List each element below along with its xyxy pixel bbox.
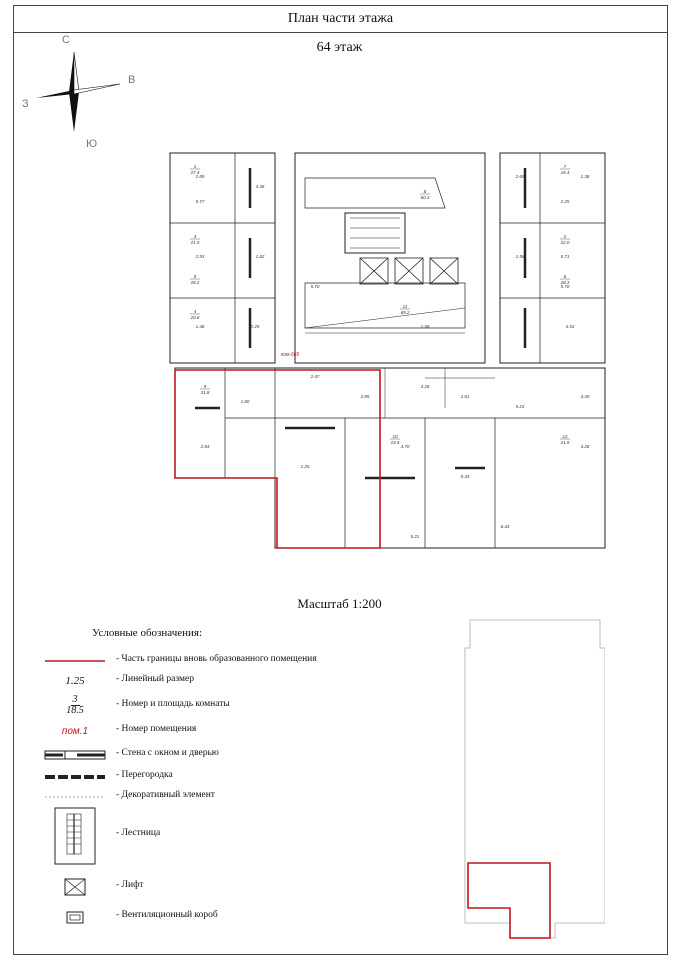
plan-dimension-label: 5.23 <box>515 404 525 409</box>
plan-dimension-label: 2.47 <box>310 374 320 379</box>
room-area-label: 20.8 <box>190 315 200 320</box>
scale-label: Масштаб 1:200 <box>297 596 382 611</box>
room-number-label: 2 <box>563 234 567 239</box>
plan-dimension-label: 2.61 <box>460 394 470 399</box>
legend-title: Условные обозначения: <box>92 627 203 639</box>
plan-dimension-label: 1.38 <box>580 174 590 179</box>
legend-text: - Номер и площадь комнаты <box>116 699 230 709</box>
dimension-sample: 1.25 <box>65 675 85 687</box>
room-area-label: 28.3 <box>560 280 570 285</box>
room-number-label: 6 <box>563 274 567 279</box>
plan-dimension-label: 3.53 <box>565 324 575 329</box>
compass-west: З <box>22 98 29 110</box>
room-number-label: 4 <box>193 309 197 314</box>
wall-icon <box>40 744 110 766</box>
room-number-label: 12 <box>562 434 568 439</box>
legend-text: - Линейный размер <box>116 674 194 684</box>
compass-star-icon <box>22 32 132 150</box>
plan-dimension-label: 2.25 <box>250 324 260 329</box>
plan-dimension-label: 1.62 <box>255 254 265 259</box>
legend-text: - Стена с окном и дверью <box>116 748 219 758</box>
room-number-label: 5 <box>193 274 197 279</box>
room-area-label: 27.4 <box>190 170 200 175</box>
room-number-label: 11 <box>402 304 408 309</box>
elevator-icon <box>40 876 110 898</box>
room-area-label: 31.8 <box>200 390 210 395</box>
plan-dimension-label: 4.28 <box>580 444 590 449</box>
plan-dimension-label: 2.25 <box>560 199 570 204</box>
plan-dimension-label: 5.70 <box>310 284 320 289</box>
room-number-label: 3 <box>193 234 197 239</box>
room-area-label: 21.9 <box>560 440 570 445</box>
room-area-label: 69.2 <box>400 310 410 315</box>
legend-item-vent <box>40 906 460 928</box>
legend-text: - Часть границы вновь образованного помещения <box>116 654 317 664</box>
compass-east: В <box>128 74 136 86</box>
outline-drawing <box>460 618 605 940</box>
legend-item-room-tag <box>40 720 460 742</box>
legend-text: - Декоративный элемент <box>116 790 215 800</box>
plan-dimension-label: 3.28 <box>420 384 430 389</box>
plan-dimension-label: 1.58 <box>515 254 525 259</box>
legend-item-room-area <box>40 692 460 718</box>
legend-item-wall <box>40 744 460 766</box>
legend-item-partition <box>40 766 460 788</box>
plan-dimension-label: 2.69 <box>515 174 525 179</box>
room-area-label: 22.0 <box>560 240 570 245</box>
plan-dimension-label: 2.25 <box>300 464 310 469</box>
room-number-label: 10 <box>392 434 398 439</box>
room-area-label: 21.5 <box>190 240 200 245</box>
floor-plan-drawing <box>165 148 615 558</box>
legend-item-stairs <box>40 804 460 868</box>
legend-text: - Вентиляционный короб <box>116 910 218 920</box>
red-line-icon <box>40 650 110 672</box>
room-number-label: 9 <box>203 384 207 389</box>
plan-dimension-label: 2.85 <box>360 394 370 399</box>
room-area-label: 60.3 <box>420 195 430 200</box>
plan-dimension-label: 4.70 <box>400 444 410 449</box>
fraction-area: 18.5 <box>66 704 84 716</box>
room-area-label: 18.4 <box>560 170 570 175</box>
page-title: План части этажа <box>13 5 668 33</box>
plan-dimension-label: 2.64 <box>200 444 210 449</box>
legend-item-elevator <box>40 876 460 898</box>
plan-dimension-label: 4.30 <box>580 394 590 399</box>
partition-icon <box>40 766 110 788</box>
floor-plan <box>165 148 615 558</box>
plan-dimension-label: 2.89 <box>195 174 205 179</box>
room-number-label: 7 <box>563 164 567 169</box>
compass-north: С <box>62 34 70 46</box>
room-area-label: 28.2 <box>190 280 200 285</box>
stairs-icon <box>40 804 110 868</box>
room-area-label: 23.4 <box>390 440 400 445</box>
fraction-number: 3 <box>72 693 78 705</box>
legend-text: - Перегородка <box>116 770 173 780</box>
floor-outline-overview <box>460 618 605 940</box>
room-number-label: 1 <box>193 164 197 169</box>
plan-dimension-label: 6.43 <box>500 524 510 529</box>
plan-dimension-label: 5.70 <box>560 284 570 289</box>
vent-icon <box>40 906 110 928</box>
plan-dimension-label: 1.80 <box>240 399 250 404</box>
plan-dimension-label: 4.36 <box>255 184 265 189</box>
legend-item-boundary <box>40 650 460 672</box>
plan-dimension-label: 5.21 <box>410 534 420 539</box>
legend <box>40 650 460 940</box>
room-tag: пом.665 <box>280 352 300 358</box>
room-tag-sample: пом.1 <box>61 725 89 737</box>
legend-text: - Лифт <box>116 880 144 890</box>
legend-item-dimension <box>40 670 460 692</box>
new-premise-boundary <box>175 370 380 548</box>
compass-rose <box>22 32 136 150</box>
room-number-label: 8 <box>423 189 427 194</box>
plan-dimension-label: 1.48 <box>195 324 205 329</box>
plan-dimension-label: 5.71 <box>560 254 570 259</box>
plan-dimension-label: 2.93 <box>195 254 205 259</box>
legend-text: - Номер помещения <box>116 724 197 734</box>
plan-dimension-label: 1.58 <box>420 324 430 329</box>
legend-text: - Лестница <box>116 828 161 838</box>
room-fraction-sample <box>66 695 84 716</box>
floor-label: 64 этаж <box>316 40 363 55</box>
plan-dimension-label: 5.33 <box>460 474 470 479</box>
compass-south: Ю <box>86 138 98 150</box>
plan-dimension-label: 5.77 <box>195 199 205 204</box>
